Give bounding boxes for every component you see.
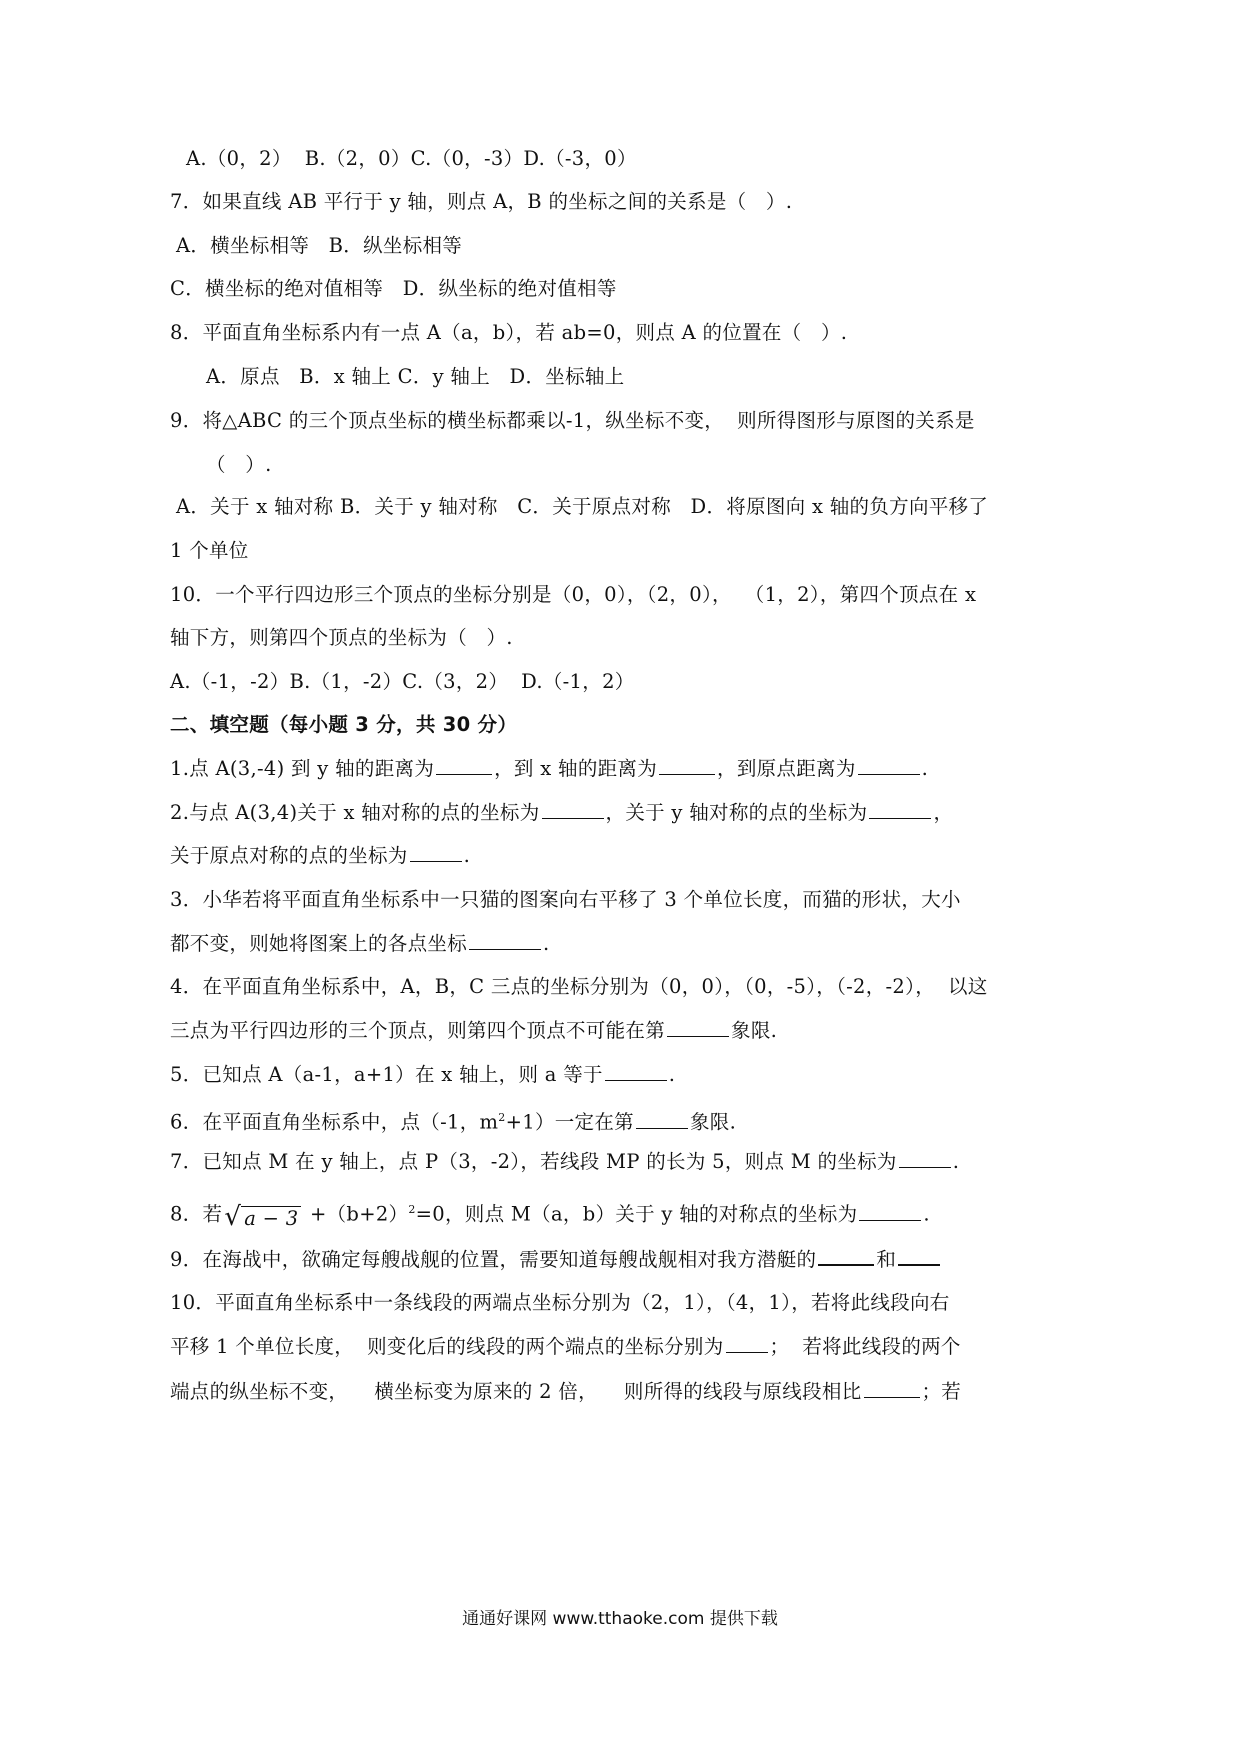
fill-q7: 7．已知点 M 在 y 轴上，点 P（3，-2），若线段 MP 的长为 5，则点 M 的坐标为 . (170, 1150, 960, 1173)
q8-options: A．原点 B．x 轴上 C．y 轴上 D．坐标轴上 (206, 365, 625, 388)
answer-blank[interactable] (636, 1110, 688, 1129)
fill-q3-cont: 都不变，则她将图案上的各点坐标 . (170, 932, 550, 955)
q9-options: A．关于 x 轴对称 B．关于 y 轴对称 C．关于原点对称 D．将原图向 x 轴的负方向平移了 (176, 495, 989, 518)
answer-blank[interactable] (859, 1202, 921, 1221)
q9-stem: 9．将△ABC 的三个顶点坐标的横坐标都乘以-1，纵坐标不变， 则所得图形与原图的关系是 (170, 409, 975, 432)
fill-q4-cont: 三点为平行四边形的三个顶点，则第四个顶点不可能在第 象限. (170, 1019, 778, 1042)
fill-q8: 8．若√ $a - 3 +(b+2)^2=0$，则点 M（a，b）关于 y 轴的对称点的坐标为 . (170, 1201, 930, 1232)
fill-q1: 1.点 A(3,-4) 到 y 轴的距离为 ，到 x 轴的距离为 ，到原点距离为 . (170, 757, 929, 780)
fill-q9: 9．在海战中，欲确定每艘战舰的位置，需要知道每艘战舰相对我方潜艇的 和 (170, 1246, 942, 1273)
answer-blank[interactable] (469, 931, 541, 950)
page-footer: 通通好课网 www.tthaoke.com 提供下载 (462, 1609, 778, 1629)
answer-blank[interactable] (667, 1018, 729, 1037)
fill-q10-cont2: 端点的纵坐标不变， 横坐标变为原来的 2 倍， 则所得的线段与原线段相比 ；若 (170, 1380, 962, 1403)
q10-stem: 10．一个平行四边形三个顶点的坐标分别是（0，0），（2，0）， （1，2），第四个顶点在 x (170, 583, 977, 606)
fill-q2: 2.与点 A(3,4)关于 x 轴对称的点的坐标为 ，关于 y 轴对称的点的坐标为 ， (170, 801, 954, 824)
q10-stem-cont: 轴下方，则第四个顶点的坐标为（ ）. (170, 626, 513, 649)
fill-q4: 4．在平面直角坐标系中，A，B，C 三点的坐标分别为（0，0），（0，-5），（-2，-2）， 以这 (170, 975, 988, 998)
q10-options: A.（-1，-2）B.（1，-2）C.（3，2） D.（-1，2） (170, 670, 635, 693)
q7-stem: 7．如果直线 AB 平行于 y 轴，则点 A，B 的坐标之间的关系是（ ）. (170, 190, 793, 213)
fill-q2-cont: 关于原点对称的点的坐标为 . (170, 844, 471, 867)
answer-blank[interactable] (864, 1379, 920, 1398)
fill-q6: 6．在平面直角坐标系中，点（-1，$m^2+1$）一定在第 象限. (170, 1110, 737, 1134)
answer-blank[interactable] (818, 1246, 874, 1266)
q9-options-cont: 1 个单位 (170, 539, 249, 562)
q7-options-ab: A．横坐标相等 B．纵坐标相等 (176, 234, 463, 257)
answer-blank[interactable] (899, 1149, 951, 1168)
q7-options-cd: C．横坐标的绝对值相等 D．纵坐标的绝对值相等 (170, 277, 617, 300)
fill-q5: 5．已知点 A（a-1，a+1）在 x 轴上，则 a 等于 . (170, 1063, 676, 1086)
q6-options: A.（0，2） B.（2，0）C.（0，-3）D.（-3，0） (186, 147, 637, 170)
answer-blank[interactable] (898, 1246, 940, 1266)
section-heading-fill-in: 二、填空题（每小题 3 分，共 30 分） (170, 713, 518, 736)
answer-blank[interactable] (869, 800, 931, 819)
fill-q10-cont: 平移 1 个单位长度， 则变化后的线段的两个端点的坐标分别为 ； 若将此线段的两个 (170, 1335, 961, 1358)
q9-stem-cont: （ ）. (206, 453, 272, 476)
answer-blank[interactable] (726, 1334, 768, 1353)
fill-q3: 3．小华若将平面直角坐标系中一只猫的图案向右平移了 3 个单位长度，而猫的形状，大小 (170, 888, 961, 911)
answer-blank[interactable] (410, 843, 462, 862)
answer-blank[interactable] (659, 756, 715, 775)
answer-blank[interactable] (605, 1062, 667, 1081)
q8-stem: 8．平面直角坐标系内有一点 A（a，b），若 ab=0，则点 A 的位置在（ ）. (170, 321, 848, 344)
answer-blank[interactable] (542, 800, 604, 819)
fill-q10: 10．平面直角坐标系中一条线段的两端点坐标分别为（2，1），（4，1），若将此线段向右 (170, 1291, 950, 1314)
answer-blank[interactable] (858, 756, 920, 775)
answer-blank[interactable] (436, 756, 492, 775)
square-root-expression: √ a − 3 (224, 1204, 301, 1232)
